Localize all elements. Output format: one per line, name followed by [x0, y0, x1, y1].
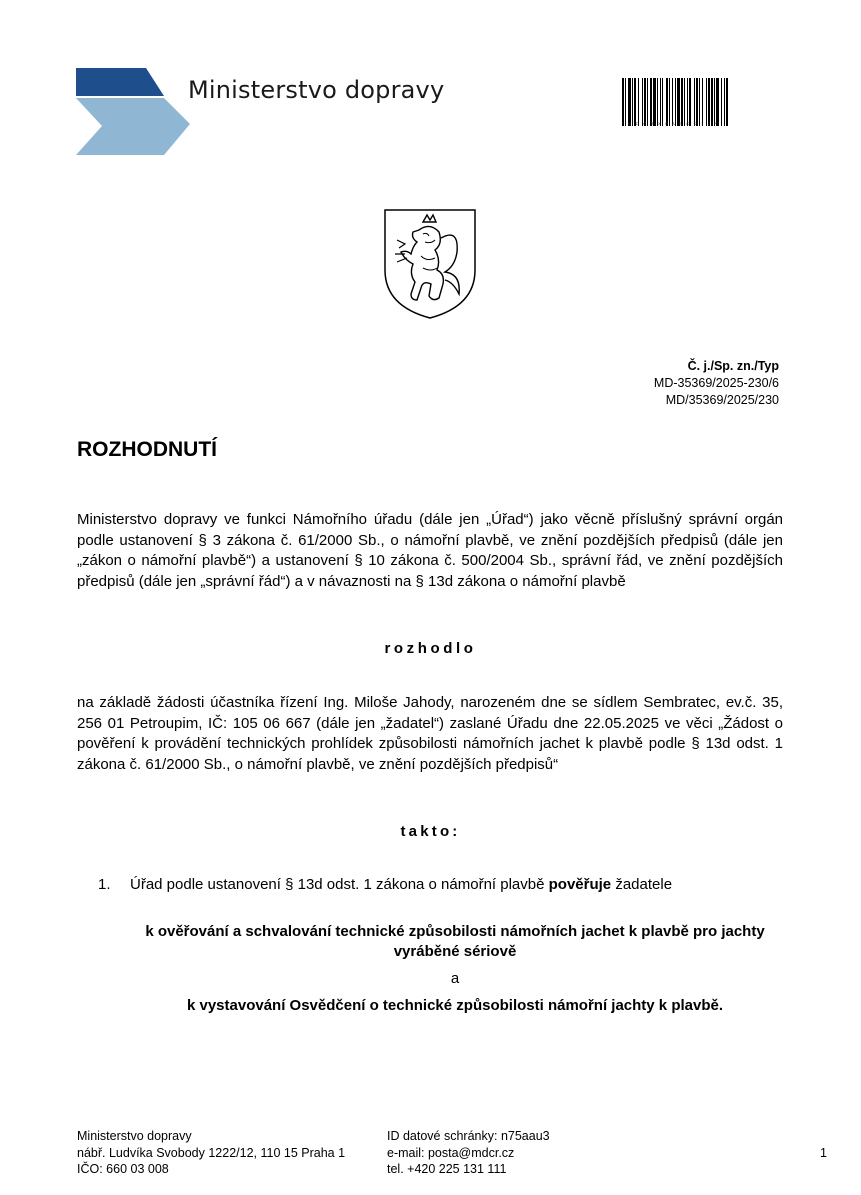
footer-email: e-mail: posta@mdcr.cz: [387, 1145, 515, 1160]
decided-heading: rozhodlo: [384, 640, 477, 657]
item-text-bold: pověřuje: [548, 876, 612, 893]
reference-number: MD-35369/2025-230/6: [653, 376, 779, 390]
footer-address: [77, 1128, 345, 1178]
reference-block: [654, 358, 779, 409]
conjunction: a: [450, 970, 460, 987]
document-title: ROZHODNUTÍ: [77, 438, 217, 461]
authorization-1: k ověřování a schvalování technické způsobilosti námořních jachet k plavbě pro jachty vyráběné sériově: [145, 923, 765, 960]
decision-item-1: [98, 876, 672, 893]
item-text-after: žadatele: [615, 876, 673, 893]
md-chevron-logo-icon: [76, 68, 192, 156]
footer-databox: ID datové schránky: n75aau3: [387, 1129, 550, 1143]
footer-ico: IČO: 660 03 008: [77, 1162, 169, 1176]
barcode-digits: *MDCRX0ABCD12*: [622, 121, 721, 126]
as-follows-heading: takto:: [400, 823, 461, 840]
intro-paragraph: Ministerstvo dopravy ve funkci Námořního úřadu (dále jen „Úřad“) jako věcně příslušný správní orgán podle ustanovení § 3 zákona č. 61/2000 Sb., o námořní plavbě, ve znění pozdějších předpisů (dále jen „zákon o námořní plavbě“) a ustanovení § 10 zákona č. 500/2004 Sb., správní řád, ve znění pozdějších předpisů (dále jen „správní řád“) a v návaznosti na § 13d zákona o námořní plavbě: [77, 511, 783, 590]
czech-lion-coat-of-arms-icon: [383, 208, 477, 320]
page-number: 1: [820, 1146, 827, 1160]
reference-label: Č. j./Sp. zn./Typ: [687, 359, 779, 373]
footer-street: nábř. Ludvíka Svobody 1222/12, 110 15 Praha 1: [77, 1145, 346, 1160]
item-number: 1.: [98, 876, 111, 893]
barcode-icon: [622, 78, 784, 126]
ministry-name: Ministerstvo dopravy: [188, 76, 445, 104]
authorization-2: k vystavování Osvědčení o technické způsobilosti námořní jachty k plavbě.: [186, 997, 723, 1014]
file-number: MD/35369/2025/230: [665, 393, 779, 407]
footer-contact: [387, 1128, 550, 1178]
item-text-before: Úřad podle ustanovení § 13d odst. 1 zákona o námořní plavbě: [130, 876, 545, 893]
applicant-paragraph: na základě žádosti účastníka řízení Ing. Miloše Jahody, narozeném dne se sídlem Sembratec, ev.č. 35, 256 01 Petroupim, IČ: 105 06 667 (dále jen „žadatel“) zaslané Úřadu dne 22.05.2025 ve věci „Žádost o pověření k provádění technických prohlídek způsobilosti námořních jachet k plavbě podle § 13d odst. 1 zákona č. 61/2000 Sb., o námořní plavbě, ve znění pozdějších předpisů“: [77, 694, 783, 773]
footer-phone: tel. +420 225 131 111: [387, 1162, 507, 1176]
footer-ministry: Ministerstvo dopravy: [77, 1129, 192, 1143]
